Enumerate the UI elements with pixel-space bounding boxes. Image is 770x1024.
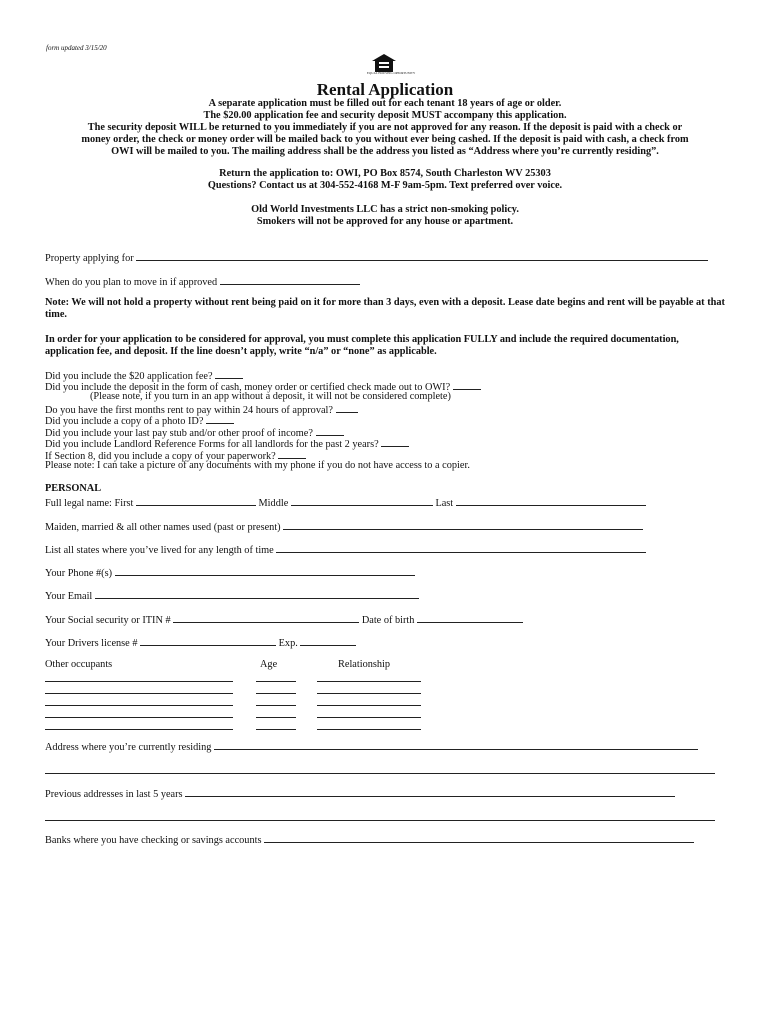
- equal-housing-logo: [367, 54, 416, 75]
- complete-note: In order for your application to be considered for approval, you must complete this application FULLY and include the required documentation, application fee, and deposit. If the line doesn’t apply, write “n/a” or “none” as applicable.: [45, 334, 679, 357]
- checklist-q7-text: If Section 8, did you include a copy of your paperwork?: [45, 451, 276, 462]
- policy-line-1: Old World Investments LLC has a strict non-smoking policy.: [251, 204, 519, 215]
- occupant-age-field[interactable]: [256, 729, 296, 730]
- equal-housing-icon: [372, 54, 396, 72]
- current-address-field[interactable]: [214, 740, 698, 750]
- checklist-q5-field[interactable]: [316, 426, 344, 436]
- property-applying-label: Property applying for: [45, 253, 134, 264]
- move-in-field[interactable]: [220, 275, 360, 285]
- banks-row: [45, 833, 694, 846]
- full-name-row: [45, 496, 646, 509]
- page-title: Rental Application: [316, 80, 454, 99]
- occupant-age-field[interactable]: [256, 681, 296, 682]
- occupant-relationship-field[interactable]: [317, 729, 421, 730]
- phone-label: Your Phone #(s): [45, 568, 113, 579]
- occupant-relationship-field[interactable]: [317, 681, 421, 682]
- states-field[interactable]: [276, 543, 646, 553]
- banks-field[interactable]: [264, 833, 694, 843]
- email-label: Your Email: [45, 591, 93, 602]
- checklist-q2-field[interactable]: [453, 380, 481, 390]
- previous-addresses-field[interactable]: [185, 787, 675, 797]
- occupant-name-field[interactable]: [45, 693, 233, 694]
- checklist-q6-text: Did you include Landlord Reference Forms for all landlords for the past 2 years?: [45, 439, 379, 450]
- checklist-q2-text: Did you include the deposit in the form of cash, money order or certified check made out to OWI?: [45, 382, 451, 393]
- middle-name-field[interactable]: [291, 496, 433, 506]
- current-address-field-2[interactable]: [45, 773, 715, 774]
- occupant-name-field[interactable]: [45, 729, 233, 730]
- logo-caption: EQUAL HOUSING OPPORTUNITY: [367, 71, 416, 75]
- current-address-label: Address where you’re currently residing: [45, 742, 212, 753]
- occupant-relationship-field[interactable]: [317, 717, 421, 718]
- states-label: List all states where you’ve lived for any length of time: [45, 545, 274, 556]
- policy-line-2: Smokers will not be approved for any house or apartment.: [256, 216, 514, 227]
- rent-note: Note: We will not hold a property without rent being paid on it for more than 3 days, even with a deposit. Lease date begins and rent will be payable at that time.: [45, 297, 725, 320]
- contact-line: Questions? Contact us at 304-552-4168 M-F 9am-5pm. Text preferred over voice.: [207, 180, 563, 191]
- return-address-line: Return the application to: OWI, PO Box 8574, South Charleston WV 25303: [219, 168, 551, 179]
- checklist-q6-field[interactable]: [381, 437, 409, 447]
- intro-line-4: money order, the check or money order will be mailed back to you without ever being cashed. If the deposit is paid with cash, a check from: [81, 134, 689, 145]
- previous-addresses-label: Previous addresses in last 5 years: [45, 789, 183, 800]
- checklist-q7-field[interactable]: [278, 449, 306, 459]
- maiden-names-label: Maiden, married & all other names used (past or present): [45, 522, 281, 533]
- ssn-row: [45, 613, 523, 626]
- banks-label: Banks where you have checking or savings accounts: [45, 835, 262, 846]
- occupant-name-field[interactable]: [45, 717, 233, 718]
- checklist-q2-note: (Please note, if you turn in an app without a deposit, it will not be considered complete): [90, 391, 451, 402]
- dob-label: Date of birth: [361, 615, 415, 626]
- checklist-q5-text: Did you include your last pay stub and/or other proof of income?: [45, 428, 313, 439]
- occupant-relationship-field[interactable]: [317, 705, 421, 706]
- age-header: Age: [260, 659, 278, 670]
- checklist-q8: Please note: I can take a picture of any documents with my phone if you do not have access to a copier.: [45, 460, 470, 471]
- occupant-age-field[interactable]: [256, 705, 296, 706]
- checklist-q3-field[interactable]: [336, 403, 358, 413]
- phone-field[interactable]: [115, 566, 415, 576]
- email-row: [45, 589, 419, 602]
- checklist-q1-field[interactable]: [215, 369, 243, 379]
- ssn-field[interactable]: [173, 613, 359, 623]
- intro-line-2: The $20.00 application fee and security deposit MUST accompany this application.: [203, 110, 567, 121]
- previous-addresses-field-2[interactable]: [45, 820, 715, 821]
- occupant-relationship-field[interactable]: [317, 693, 421, 694]
- license-label: Your Drivers license #: [45, 638, 138, 649]
- personal-heading: PERSONAL: [45, 483, 102, 494]
- dob-field[interactable]: [417, 613, 523, 623]
- license-exp-label: Exp.: [278, 638, 298, 649]
- license-row: [45, 636, 356, 649]
- maiden-names-field[interactable]: [283, 520, 643, 530]
- occupants-header: Other occupants: [45, 659, 113, 670]
- checklist-q3-text: Do you have the first months rent to pay within 24 hours of approval?: [45, 405, 333, 416]
- occupant-age-field[interactable]: [256, 717, 296, 718]
- maiden-names-row: [45, 520, 643, 533]
- property-applying-field[interactable]: [136, 251, 708, 261]
- phone-row: [45, 566, 415, 579]
- checklist-q4-field[interactable]: [206, 414, 234, 424]
- form-updated-date: form updated 3/15/20: [46, 44, 107, 52]
- property-applying-row: [45, 251, 708, 264]
- middle-name-label: Middle: [258, 498, 289, 509]
- license-exp-field[interactable]: [300, 636, 356, 646]
- intro-line-3: The security deposit WILL be returned to you immediately if you are not approved for any reason. If the deposit is paid with a check or: [87, 122, 683, 133]
- relationship-header: Relationship: [338, 659, 391, 670]
- first-name-label: Full legal name: First: [45, 498, 134, 509]
- occupant-age-field[interactable]: [256, 693, 296, 694]
- last-name-field[interactable]: [456, 496, 646, 506]
- occupant-name-field[interactable]: [45, 705, 233, 706]
- occupant-name-field[interactable]: [45, 681, 233, 682]
- checklist-q4-text: Did you include a copy of a photo ID?: [45, 416, 204, 427]
- license-field[interactable]: [140, 636, 276, 646]
- current-address-row: [45, 740, 698, 753]
- states-row: [45, 543, 646, 556]
- last-name-label: Last: [435, 498, 454, 509]
- previous-addresses-row: [45, 787, 675, 800]
- checklist-q1-text: Did you include the $20 application fee?: [45, 371, 213, 382]
- move-in-row: [45, 275, 360, 288]
- move-in-label: When do you plan to move in if approved: [45, 277, 218, 288]
- ssn-label: Your Social security or ITIN #: [45, 615, 171, 626]
- email-field[interactable]: [95, 589, 419, 599]
- intro-line-5: OWI will be mailed to you. The mailing address shall be the address you listed as “Address where you’re currently residing”.: [111, 146, 659, 157]
- first-name-field[interactable]: [136, 496, 256, 506]
- intro-line-1: A separate application must be filled out for each tenant 18 years of age or older.: [208, 98, 562, 109]
